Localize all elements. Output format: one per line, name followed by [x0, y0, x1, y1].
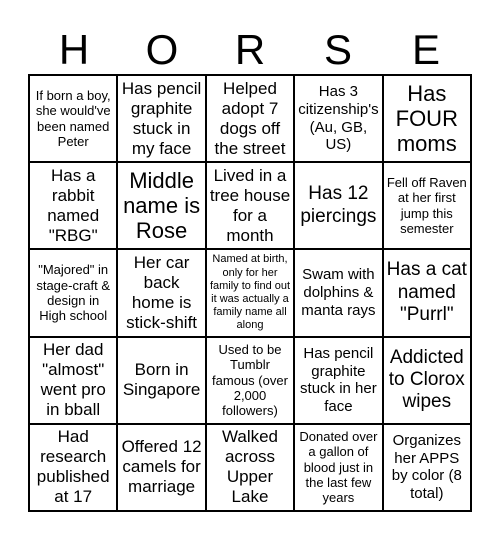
bingo-cell-r4c4[interactable]: Has pencil graphite stuck in her face: [294, 337, 382, 424]
bingo-cell-r1c1[interactable]: If born a boy, she would've been named Peter: [29, 75, 117, 162]
bingo-cell-r1c2[interactable]: Has pencil graphite stuck in my face: [117, 75, 205, 162]
header-letter-o: O: [145, 26, 179, 73]
header-letter-s: S: [323, 26, 352, 73]
bingo-cell-r1c5[interactable]: Has FOUR moms: [383, 75, 471, 162]
header-letter-r: R: [234, 26, 266, 73]
bingo-cell-r5c5[interactable]: Organizes her APPS by color (8 total): [383, 424, 471, 511]
bingo-cell-r1c4[interactable]: Has 3 citizenship's (Au, GB, US): [294, 75, 382, 162]
bingo-cell-r4c3[interactable]: Used to be Tumblr famous (over 2,000 followers): [206, 337, 294, 424]
bingo-cell-r4c5[interactable]: Addicted to Clorox wipes: [383, 337, 471, 424]
bingo-header: [30, 28, 470, 72]
header-letter-e: E: [411, 26, 440, 73]
header-letter-h: H: [58, 26, 90, 73]
bingo-cell-r2c1[interactable]: Has a rabbit named "RBG": [29, 162, 117, 249]
bingo-cell-r5c4[interactable]: Donated over a gallon of blood just in the last few years: [294, 424, 382, 511]
bingo-cell-r4c2[interactable]: Born in Singapore: [117, 337, 205, 424]
bingo-cell-r1c3[interactable]: Helped adopt 7 dogs off the street: [206, 75, 294, 162]
bingo-cell-r3c5[interactable]: Has a cat named "Purrl": [383, 249, 471, 336]
bingo-cell-r3c3[interactable]: Named at birth, only for her family to find out it was actually a family name all along: [206, 249, 294, 336]
bingo-cell-r5c1[interactable]: Had research published at 17: [29, 424, 117, 511]
bingo-grid: [28, 74, 472, 512]
bingo-cell-r4c1[interactable]: Her dad "almost" went pro in bball: [29, 337, 117, 424]
bingo-cell-r3c2[interactable]: Her car back home is stick-shift: [117, 249, 205, 336]
bingo-cell-r5c2[interactable]: Offered 12 camels for marriage: [117, 424, 205, 511]
bingo-cell-r2c3[interactable]: Lived in a tree house for a month: [206, 162, 294, 249]
bingo-cell-r3c1[interactable]: "Majored" in stage-craft & design in High school: [29, 249, 117, 336]
bingo-cell-r2c5[interactable]: Fell off Raven at her first jump this semester: [383, 162, 471, 249]
bingo-cell-r2c4[interactable]: Has 12 piercings: [294, 162, 382, 249]
bingo-cell-r2c2[interactable]: Middle name is Rose: [117, 162, 205, 249]
bingo-cell-r5c3[interactable]: Walked across Upper Lake: [206, 424, 294, 511]
bingo-cell-r3c4[interactable]: Swam with dolphins & manta rays: [294, 249, 382, 336]
